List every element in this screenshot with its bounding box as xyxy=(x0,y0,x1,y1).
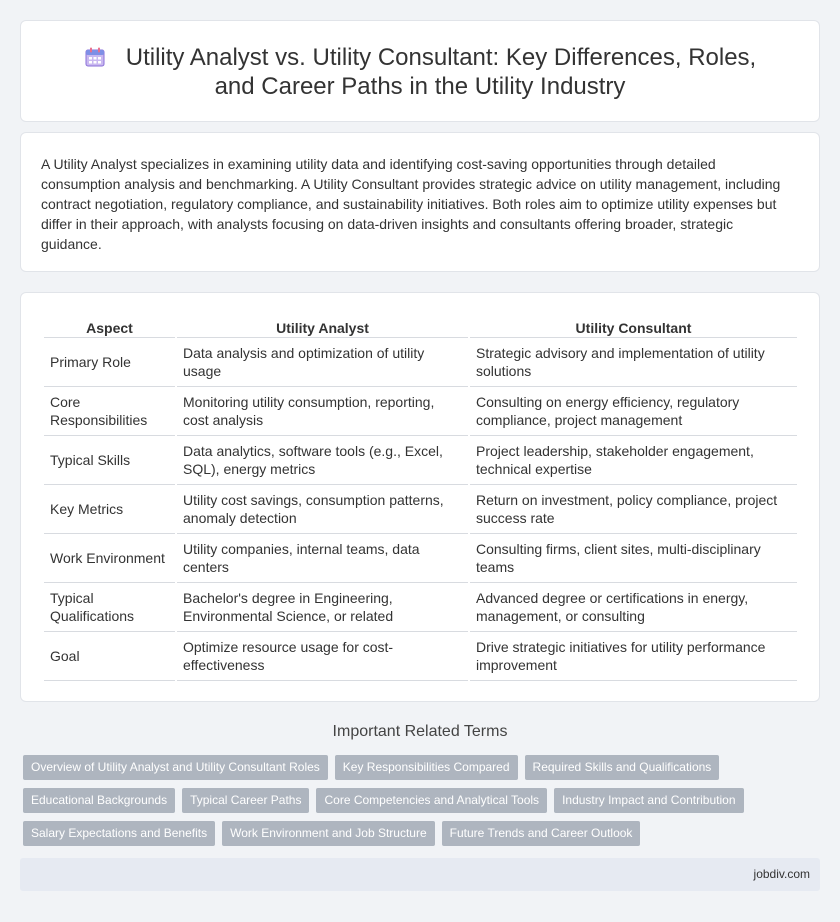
related-term-tag[interactable]: Work Environment and Job Structure xyxy=(222,821,435,846)
tag-row xyxy=(23,821,823,846)
page-title-text: Utility Analyst vs. Utility Consultant: Key Differences, Roles, and Career Paths in the Utility Industry xyxy=(125,44,757,100)
intro-card xyxy=(20,132,820,272)
header-card xyxy=(20,20,820,122)
related-terms-list xyxy=(23,755,823,854)
row-analyst: Utility companies, internal teams, data centers xyxy=(177,534,468,583)
tag-row xyxy=(23,755,823,780)
related-term-tag[interactable]: Typical Career Paths xyxy=(182,788,309,813)
row-analyst: Monitoring utility consumption, reporting, cost analysis xyxy=(177,387,468,436)
related-terms-heading: Important Related Terms xyxy=(332,723,508,740)
row-consultant: Consulting on energy efficiency, regulatory compliance, project management xyxy=(470,387,797,436)
header-aspect: Aspect xyxy=(44,314,175,338)
related-term-tag[interactable]: Industry Impact and Contribution xyxy=(554,788,743,813)
related-term-tag[interactable]: Core Competencies and Analytical Tools xyxy=(316,788,547,813)
footer-site-link[interactable]: jobdiv.com xyxy=(753,867,810,881)
row-aspect: Typical Skills xyxy=(44,436,175,485)
table-row xyxy=(44,583,797,632)
header-utility-consultant: Utility Consultant xyxy=(470,314,797,338)
related-term-tag[interactable]: Overview of Utility Analyst and Utility Consultant Roles xyxy=(23,755,328,780)
row-consultant: Drive strategic initiatives for utility performance improvement xyxy=(470,632,797,681)
related-term-tag[interactable]: Required Skills and Qualifications xyxy=(525,755,720,780)
table-row xyxy=(44,534,797,583)
intro-paragraph: A Utility Analyst specializes in examining utility data and identifying cost-saving opportunities through detailed consumption analysis and benchmarking. A Utility Consultant provides strategic advice on utility management, including contract negotiation, regulatory compliance, and sustainability initiatives. Both roles aim to optimize utility expenses but differ in their approach, with analysts focusing on data-driven insights and consultants offering broader, strategic guidance. xyxy=(41,156,781,252)
table-row xyxy=(44,436,797,485)
comparison-table xyxy=(42,314,799,681)
row-analyst: Data analytics, software tools (e.g., Excel, SQL), energy metrics xyxy=(177,436,468,485)
related-term-tag[interactable]: Educational Backgrounds xyxy=(23,788,175,813)
table-row xyxy=(44,632,797,681)
row-consultant: Consulting firms, client sites, multi-disciplinary teams xyxy=(470,534,797,583)
tag-row xyxy=(23,788,823,813)
row-aspect: Key Metrics xyxy=(44,485,175,534)
row-aspect: Work Environment xyxy=(44,534,175,583)
row-analyst: Optimize resource usage for cost-effectiveness xyxy=(177,632,468,681)
table-row xyxy=(44,387,797,436)
table-header-row xyxy=(44,314,797,338)
row-aspect: Typical Qualifications xyxy=(44,583,175,632)
row-analyst: Bachelor's degree in Engineering, Environmental Science, or related xyxy=(177,583,468,632)
calendar-icon xyxy=(84,46,106,68)
related-term-tag[interactable]: Future Trends and Career Outlook xyxy=(442,821,641,846)
row-consultant: Return on investment, policy compliance, project success rate xyxy=(470,485,797,534)
row-aspect: Primary Role xyxy=(44,338,175,387)
page-title xyxy=(61,43,779,101)
header-utility-analyst: Utility Analyst xyxy=(177,314,468,338)
row-analyst: Utility cost savings, consumption patterns, anomaly detection xyxy=(177,485,468,534)
row-consultant: Strategic advisory and implementation of utility solutions xyxy=(470,338,797,387)
row-aspect: Core Responsibilities xyxy=(44,387,175,436)
related-term-tag[interactable]: Salary Expectations and Benefits xyxy=(23,821,215,846)
row-consultant: Project leadership, stakeholder engagement, technical expertise xyxy=(470,436,797,485)
table-row xyxy=(44,485,797,534)
table-row xyxy=(44,338,797,387)
row-aspect: Goal xyxy=(44,632,175,681)
comparison-card xyxy=(20,292,820,702)
footer xyxy=(20,858,820,891)
row-analyst: Data analysis and optimization of utility usage xyxy=(177,338,468,387)
related-term-tag[interactable]: Key Responsibilities Compared xyxy=(335,755,518,780)
row-consultant: Advanced degree or certifications in energy, management, or consulting xyxy=(470,583,797,632)
